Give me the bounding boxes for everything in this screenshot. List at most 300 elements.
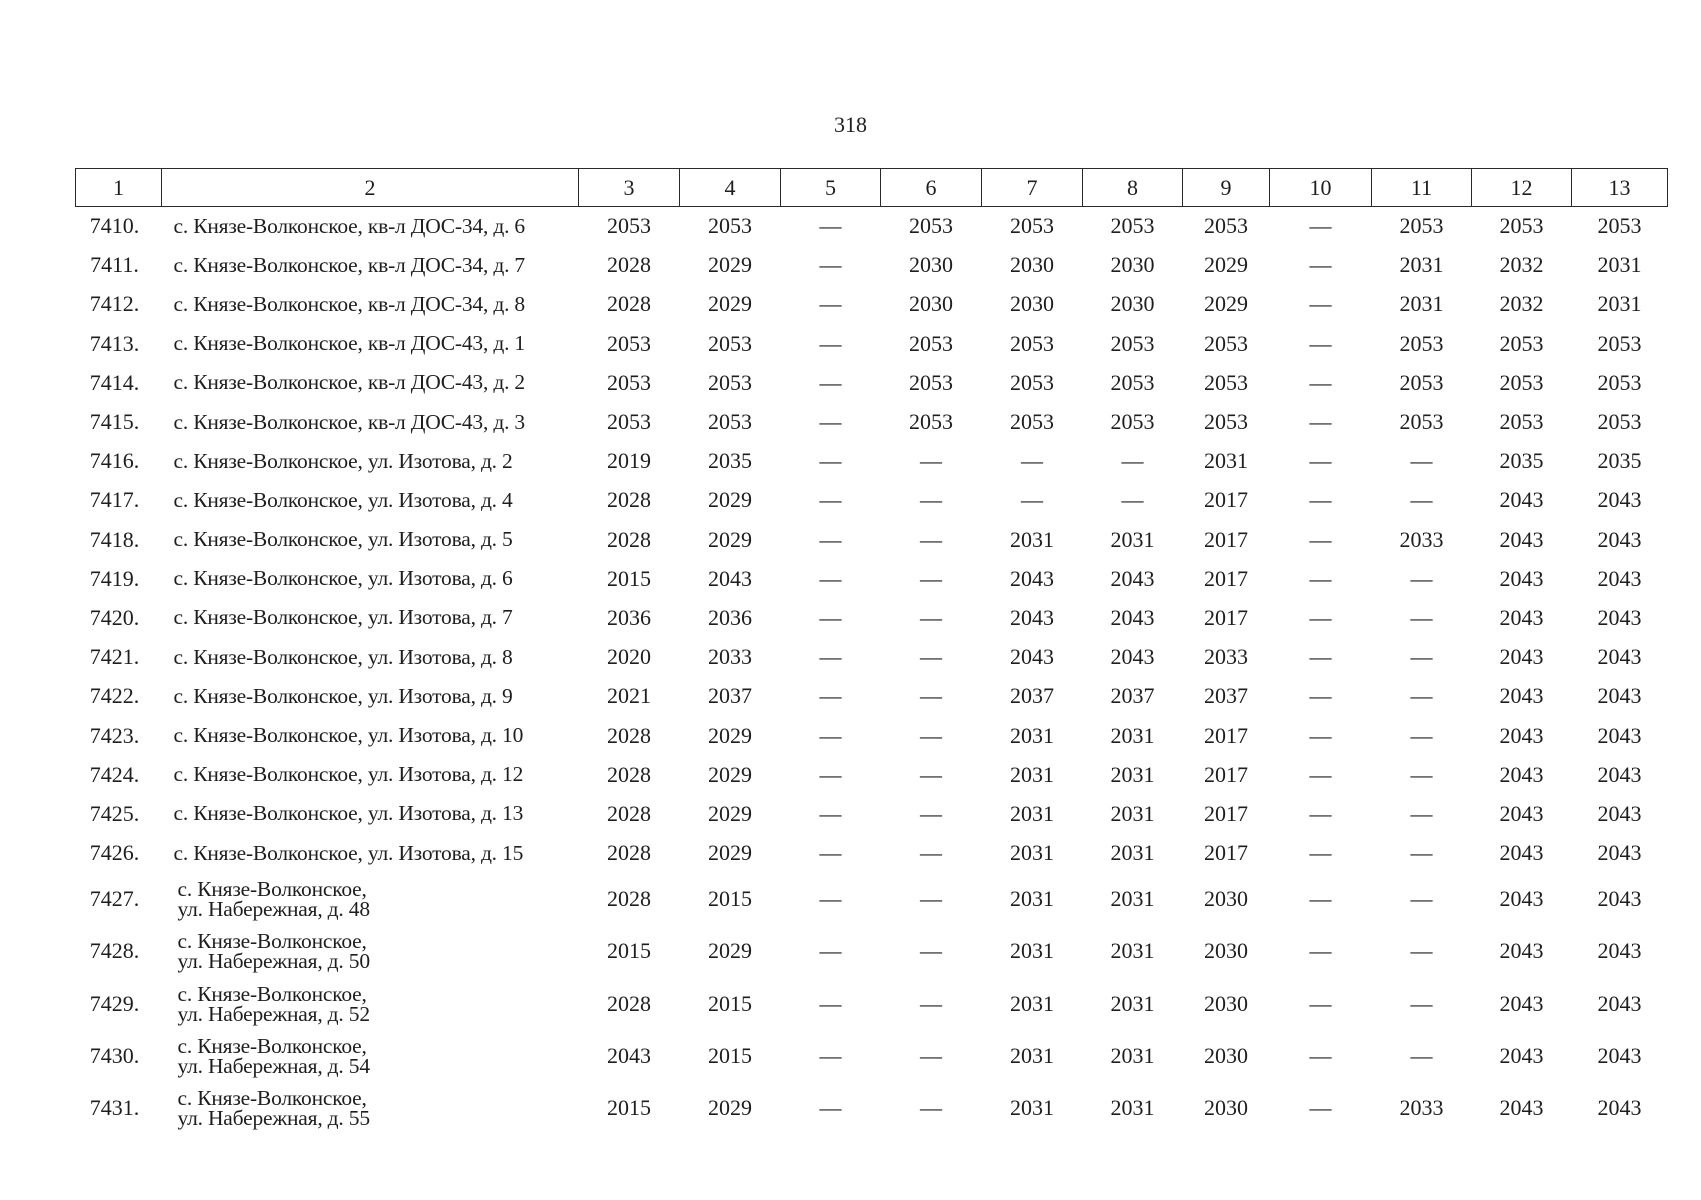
value-cell-col-11: 2053	[1399, 369, 1444, 395]
column-header-7: 7	[982, 169, 1083, 207]
address-line-2: ул. Набережная, д. 48	[177, 896, 370, 921]
value-cell-col-6: —	[920, 526, 942, 552]
row-number: 7419.	[89, 565, 140, 591]
value-cell-col-7: 2031	[1010, 1043, 1054, 1069]
value-cell-col-5: —	[819, 644, 842, 670]
address-line-2: ул. Набережная, д. 50	[177, 949, 370, 974]
table-row	[76, 834, 1668, 873]
value-cell-col-3: 2053	[607, 409, 651, 435]
page-number: 318	[834, 112, 867, 137]
value-cell-col-5: —	[819, 683, 842, 709]
value-cell-col-6: —	[920, 1095, 942, 1121]
value-cell-col-7: 2031	[1010, 938, 1054, 964]
value-cell-col-12: 2053	[1499, 369, 1544, 395]
address-line-1: с. Князе-Волконское, кв-л ДОС-43, д. 3	[173, 409, 525, 434]
value-cell-col-4: 2035	[708, 448, 752, 474]
value-cell-col-5: —	[819, 1043, 842, 1069]
row-number: 7420.	[89, 604, 140, 630]
address-cell	[162, 716, 579, 755]
value-cell-col-6: —	[920, 1043, 942, 1069]
value-cell-col-3: 2028	[607, 291, 651, 317]
value-cell-col-10: —	[1309, 487, 1332, 513]
value-cell-col-7: 2043	[1010, 565, 1054, 591]
value-cell-col-4: 2036	[708, 604, 752, 630]
address-cell	[162, 285, 579, 324]
value-cell-col-5: —	[819, 291, 842, 317]
value-cell-col-3: 2028	[607, 840, 651, 866]
table-row	[76, 1030, 1668, 1082]
address-cell	[162, 207, 579, 246]
value-cell-col-13: 2031	[1597, 291, 1642, 317]
value-cell-col-12: 2053	[1499, 213, 1544, 239]
value-cell-col-9: 2030	[1204, 1095, 1248, 1121]
value-cell-col-5: —	[819, 369, 842, 395]
address-line-1: с. Князе-Волконское,	[177, 929, 367, 954]
value-cell-col-4: 2033	[708, 644, 752, 670]
address-cell	[162, 977, 579, 1029]
value-cell-col-4: 2053	[708, 409, 752, 435]
value-cell-col-6: 2053	[909, 330, 953, 356]
value-cell-col-8: 2043	[1110, 644, 1155, 670]
value-cell-col-13: 2053	[1597, 409, 1642, 435]
value-cell-col-3: 2036	[607, 604, 651, 630]
value-cell-col-8: 2043	[1110, 604, 1155, 630]
table-row	[76, 481, 1668, 520]
address-line-1: с. Князе-Волконское, кв-л ДОС-34, д. 7	[173, 252, 525, 277]
value-cell-col-12: 2043	[1499, 800, 1544, 826]
value-cell-col-8: 2053	[1110, 369, 1155, 395]
table-body	[76, 207, 1668, 1135]
table-row	[76, 363, 1668, 402]
value-cell-col-7: 2031	[1010, 526, 1054, 552]
value-cell-col-3: 2053	[607, 369, 651, 395]
value-cell-col-10: —	[1309, 409, 1332, 435]
value-cell-col-8: 2037	[1110, 683, 1155, 709]
value-cell-col-7: 2053	[1010, 369, 1054, 395]
address-cell	[162, 677, 579, 716]
value-cell-col-3: 2015	[607, 565, 651, 591]
table-row	[76, 755, 1668, 794]
value-cell-col-11: —	[1410, 761, 1433, 787]
column-header-10: 10	[1270, 169, 1372, 207]
row-number: 7410.	[89, 213, 140, 239]
value-cell-col-7: 2030	[1010, 252, 1054, 278]
value-cell-col-8: 2031	[1110, 885, 1155, 911]
value-cell-col-8: 2031	[1110, 722, 1155, 748]
value-cell-col-10: —	[1309, 604, 1332, 630]
value-cell-col-7: 2030	[1010, 291, 1054, 317]
column-header-13: 13	[1572, 169, 1668, 207]
value-cell-col-8: 2031	[1110, 840, 1155, 866]
value-cell-col-10: —	[1309, 448, 1332, 474]
value-cell-col-9: 2017	[1204, 565, 1248, 591]
value-cell-col-12: 2043	[1499, 565, 1544, 591]
address-cell	[162, 638, 579, 677]
row-number: 7411.	[90, 252, 139, 278]
value-cell-col-13: 2043	[1597, 800, 1642, 826]
value-cell-col-4: 2029	[708, 526, 752, 552]
value-cell-col-10: —	[1309, 213, 1332, 239]
value-cell-col-12: 2053	[1499, 330, 1544, 356]
table-header	[76, 169, 1668, 207]
value-cell-col-13: 2053	[1597, 330, 1642, 356]
value-cell-col-7: 2053	[1010, 330, 1054, 356]
address-line-1: с. Князе-Волконское, ул. Изотова, д. 8	[173, 644, 513, 669]
table-row	[76, 638, 1668, 677]
value-cell-col-6: —	[920, 761, 942, 787]
header-row	[76, 169, 1668, 207]
column-header-12: 12	[1472, 169, 1572, 207]
row-number: 7421.	[89, 644, 140, 670]
value-cell-col-9: 2017	[1204, 487, 1248, 513]
table-row	[76, 598, 1668, 637]
value-cell-col-11: —	[1410, 938, 1433, 964]
value-cell-col-9: 2030	[1204, 938, 1248, 964]
value-cell-col-3: 2043	[607, 1043, 651, 1069]
value-cell-col-7: 2031	[1010, 761, 1054, 787]
value-cell-col-9: 2017	[1204, 722, 1248, 748]
table-row	[76, 873, 1668, 925]
value-cell-col-9: 2017	[1204, 800, 1248, 826]
value-cell-col-7: 2031	[1010, 840, 1054, 866]
value-cell-col-3: 2028	[607, 885, 651, 911]
value-cell-col-10: —	[1309, 369, 1332, 395]
value-cell-col-10: —	[1309, 761, 1332, 787]
value-cell-col-6: —	[920, 644, 942, 670]
value-cell-col-3: 2028	[607, 761, 651, 787]
value-cell-col-11: 2031	[1399, 291, 1444, 317]
value-cell-col-9: 2033	[1204, 644, 1248, 670]
value-cell-col-9: 2053	[1204, 213, 1248, 239]
row-number: 7412.	[89, 291, 140, 317]
address-line-1: с. Князе-Волконское, кв-л ДОС-34, д. 6	[173, 213, 525, 238]
value-cell-col-7: —	[1021, 487, 1043, 513]
column-header-11: 11	[1372, 169, 1472, 207]
value-cell-col-7: 2043	[1010, 604, 1054, 630]
value-cell-col-6: —	[920, 990, 942, 1016]
address-cell	[162, 363, 579, 402]
address-line-1: с. Князе-Волконское,	[177, 1086, 367, 1111]
value-cell-col-4: 2037	[708, 683, 752, 709]
value-cell-col-10: —	[1309, 938, 1332, 964]
address-line-2: ул. Набережная, д. 55	[177, 1106, 370, 1131]
value-cell-col-5: —	[819, 938, 842, 964]
address-line-1: с. Князе-Волконское, ул. Изотова, д. 13	[173, 801, 524, 826]
value-cell-col-8: 2053	[1110, 330, 1155, 356]
value-cell-col-6: —	[920, 800, 942, 826]
value-cell-col-4: 2029	[708, 840, 752, 866]
value-cell-col-8: 2053	[1110, 213, 1155, 239]
address-cell	[162, 559, 579, 598]
value-cell-col-3: 2015	[607, 938, 651, 964]
value-cell-col-10: —	[1309, 800, 1332, 826]
value-cell-col-11: —	[1410, 644, 1433, 670]
value-cell-col-8: 2031	[1110, 761, 1155, 787]
value-cell-col-13: 2053	[1597, 213, 1642, 239]
value-cell-col-11: —	[1410, 885, 1433, 911]
value-cell-col-9: 2053	[1204, 369, 1248, 395]
column-header-4: 4	[680, 169, 781, 207]
address-cell	[162, 481, 579, 520]
value-cell-col-10: —	[1309, 1043, 1332, 1069]
value-cell-col-11: 2053	[1399, 330, 1444, 356]
value-cell-col-5: —	[819, 213, 842, 239]
value-cell-col-5: —	[819, 252, 842, 278]
value-cell-col-12: 2032	[1499, 291, 1544, 317]
value-cell-col-11: —	[1410, 1043, 1433, 1069]
address-line-1: с. Князе-Волконское, ул. Изотова, д. 15	[173, 840, 524, 865]
address-line-1: с. Князе-Волконское, кв-л ДОС-43, д. 1	[173, 331, 525, 356]
value-cell-col-6: 2053	[909, 409, 953, 435]
value-cell-col-5: —	[819, 761, 842, 787]
value-cell-col-13: 2053	[1597, 369, 1642, 395]
row-number: 7415.	[89, 409, 140, 435]
value-cell-col-9: 2017	[1204, 840, 1248, 866]
value-cell-col-7: —	[1021, 448, 1043, 474]
value-cell-col-13: 2043	[1597, 840, 1642, 866]
table-row	[76, 520, 1668, 559]
value-cell-col-5: —	[819, 604, 842, 630]
value-cell-col-9: 2029	[1204, 252, 1248, 278]
value-cell-col-11: 2033	[1399, 526, 1444, 552]
value-cell-col-13: 2043	[1597, 487, 1642, 513]
value-cell-col-7: 2053	[1010, 409, 1054, 435]
address-cell	[162, 755, 579, 794]
value-cell-col-3: 2028	[607, 487, 651, 513]
address-cell	[162, 1030, 579, 1082]
table-row	[76, 794, 1668, 833]
address-cell	[162, 598, 579, 637]
value-cell-col-13: 2043	[1597, 990, 1642, 1016]
value-cell-col-5: —	[819, 565, 842, 591]
value-cell-col-10: —	[1309, 291, 1332, 317]
value-cell-col-5: —	[819, 448, 842, 474]
value-cell-col-10: —	[1309, 722, 1332, 748]
value-cell-col-6: —	[920, 840, 942, 866]
table-row	[76, 285, 1668, 324]
value-cell-col-4: 2043	[708, 565, 752, 591]
row-number: 7414.	[89, 369, 140, 395]
value-cell-col-11: —	[1410, 840, 1433, 866]
value-cell-col-6: —	[920, 938, 942, 964]
address-cell	[162, 925, 579, 977]
value-cell-col-10: —	[1309, 683, 1332, 709]
address-line-1: с. Князе-Волконское,	[177, 876, 367, 901]
value-cell-col-12: 2043	[1499, 885, 1544, 911]
value-cell-col-5: —	[819, 722, 842, 748]
value-cell-col-3: 2028	[607, 722, 651, 748]
value-cell-col-7: 2031	[1010, 990, 1054, 1016]
address-cell	[162, 794, 579, 833]
value-cell-col-8: 2030	[1110, 252, 1155, 278]
value-cell-col-8: 2053	[1110, 409, 1155, 435]
value-cell-col-8: 2031	[1110, 938, 1155, 964]
address-line-1: с. Князе-Волконское, ул. Изотова, д. 12	[173, 762, 524, 787]
value-cell-col-8: 2031	[1110, 1043, 1155, 1069]
address-line-1: с. Князе-Волконское, ул. Изотова, д. 4	[173, 487, 513, 512]
value-cell-col-8: 2031	[1110, 990, 1155, 1016]
value-cell-col-9: 2030	[1204, 1043, 1248, 1069]
address-cell	[162, 442, 579, 481]
value-cell-col-3: 2053	[607, 213, 651, 239]
address-line-2: ул. Набережная, д. 54	[177, 1054, 370, 1079]
value-cell-col-12: 2032	[1499, 252, 1544, 278]
value-cell-col-6: —	[920, 487, 942, 513]
table-row	[76, 442, 1668, 481]
value-cell-col-4: 2015	[708, 885, 752, 911]
value-cell-col-4: 2029	[708, 291, 752, 317]
address-cell	[162, 402, 579, 441]
table-row	[76, 559, 1668, 598]
value-cell-col-3: 2028	[607, 990, 651, 1016]
value-cell-col-13: 2043	[1597, 604, 1642, 630]
value-cell-col-6: —	[920, 448, 942, 474]
row-number: 7416.	[89, 448, 140, 474]
value-cell-col-10: —	[1309, 840, 1332, 866]
address-line-1: с. Князе-Волконское, кв-л ДОС-43, д. 2	[173, 370, 525, 395]
row-number: 7424.	[89, 761, 140, 787]
address-cell	[162, 873, 579, 925]
value-cell-col-5: —	[819, 1095, 842, 1121]
value-cell-col-11: 2031	[1399, 252, 1444, 278]
value-cell-col-6: 2053	[909, 369, 953, 395]
value-cell-col-9: 2017	[1204, 604, 1248, 630]
column-header-5: 5	[781, 169, 881, 207]
value-cell-col-6: —	[920, 604, 942, 630]
value-cell-col-3: 2019	[607, 448, 651, 474]
value-cell-col-6: —	[920, 722, 942, 748]
value-cell-col-3: 2028	[607, 252, 651, 278]
value-cell-col-6: 2030	[909, 291, 953, 317]
value-cell-col-13: 2043	[1597, 683, 1642, 709]
value-cell-col-11: 2033	[1399, 1095, 1444, 1121]
row-number: 7431.	[89, 1095, 140, 1121]
table-row	[76, 207, 1668, 246]
value-cell-col-13: 2035	[1597, 448, 1642, 474]
value-cell-col-12: 2043	[1499, 761, 1544, 787]
value-cell-col-5: —	[819, 487, 842, 513]
value-cell-col-7: 2037	[1010, 683, 1054, 709]
value-cell-col-5: —	[819, 885, 842, 911]
row-number: 7423.	[89, 722, 140, 748]
row-number: 7418.	[89, 526, 140, 552]
value-cell-col-4: 2029	[708, 1095, 752, 1121]
value-cell-col-5: —	[819, 800, 842, 826]
value-cell-col-11: —	[1410, 990, 1433, 1016]
value-cell-col-8: 2031	[1110, 1095, 1155, 1121]
column-header-8: 8	[1083, 169, 1183, 207]
value-cell-col-9: 2053	[1204, 330, 1248, 356]
value-cell-col-11: 2053	[1399, 213, 1444, 239]
value-cell-col-12: 2043	[1499, 840, 1544, 866]
value-cell-col-10: —	[1309, 565, 1332, 591]
schedule-table	[75, 168, 1668, 1135]
value-cell-col-4: 2029	[708, 722, 752, 748]
address-line-1: с. Князе-Волконское, ул. Изотова, д. 10	[173, 723, 524, 748]
value-cell-col-12: 2053	[1499, 409, 1544, 435]
value-cell-col-13: 2043	[1597, 1095, 1642, 1121]
value-cell-col-13: 2043	[1597, 722, 1642, 748]
value-cell-col-9: 2017	[1204, 526, 1248, 552]
value-cell-col-5: —	[819, 526, 842, 552]
value-cell-col-11: —	[1410, 683, 1433, 709]
address-line-1: с. Князе-Волконское, ул. Изотова, д. 2	[173, 448, 513, 473]
value-cell-col-13: 2043	[1597, 938, 1642, 964]
column-header-3: 3	[579, 169, 680, 207]
table-row	[76, 246, 1668, 285]
address-line-1: с. Князе-Волконское,	[177, 1034, 367, 1059]
value-cell-col-8: 2031	[1110, 800, 1155, 826]
row-number: 7428.	[89, 938, 140, 964]
value-cell-col-12: 2043	[1499, 938, 1544, 964]
value-cell-col-12: 2043	[1499, 487, 1544, 513]
address-cell	[162, 1082, 579, 1134]
value-cell-col-8: 2031	[1110, 526, 1155, 552]
value-cell-col-11: —	[1410, 487, 1433, 513]
value-cell-col-10: —	[1309, 330, 1332, 356]
value-cell-col-12: 2043	[1499, 683, 1544, 709]
table-row	[76, 925, 1668, 977]
value-cell-col-4: 2029	[708, 761, 752, 787]
value-cell-col-4: 2053	[708, 330, 752, 356]
address-line-1: с. Князе-Волконское, кв-л ДОС-34, д. 8	[173, 291, 525, 316]
value-cell-col-12: 2043	[1499, 1095, 1544, 1121]
row-number: 7429.	[89, 990, 140, 1016]
value-cell-col-6: 2053	[909, 213, 953, 239]
value-cell-col-12: 2043	[1499, 526, 1544, 552]
table-row	[76, 1082, 1668, 1134]
row-number: 7422.	[89, 683, 140, 709]
value-cell-col-12: 2043	[1499, 1043, 1544, 1069]
value-cell-col-9: 2030	[1204, 990, 1248, 1016]
address-line-1: с. Князе-Волконское, ул. Изотова, д. 6	[173, 566, 513, 591]
value-cell-col-10: —	[1309, 885, 1332, 911]
value-cell-col-7: 2031	[1010, 1095, 1054, 1121]
table-row	[76, 677, 1668, 716]
address-cell	[162, 324, 579, 363]
value-cell-col-12: 2043	[1499, 990, 1544, 1016]
address-cell	[162, 834, 579, 873]
value-cell-col-10: —	[1309, 252, 1332, 278]
value-cell-col-11: —	[1410, 448, 1433, 474]
value-cell-col-4: 2029	[708, 487, 752, 513]
value-cell-col-9: 2030	[1204, 885, 1248, 911]
address-cell	[162, 246, 579, 285]
value-cell-col-11: 2053	[1399, 409, 1444, 435]
value-cell-col-10: —	[1309, 990, 1332, 1016]
value-cell-col-11: —	[1410, 565, 1433, 591]
row-number: 7413.	[89, 330, 140, 356]
value-cell-col-8: —	[1121, 487, 1144, 513]
row-number: 7430.	[89, 1043, 140, 1069]
value-cell-col-11: —	[1410, 800, 1433, 826]
value-cell-col-6: 2030	[909, 252, 953, 278]
value-cell-col-13: 2043	[1597, 526, 1642, 552]
value-cell-col-9: 2053	[1204, 409, 1248, 435]
address-line-1: с. Князе-Волконское, ул. Изотова, д. 7	[173, 605, 513, 630]
value-cell-col-6: —	[920, 565, 942, 591]
value-cell-col-13: 2043	[1597, 885, 1642, 911]
value-cell-col-12: 2043	[1499, 644, 1544, 670]
value-cell-col-3: 2053	[607, 330, 651, 356]
value-cell-col-10: —	[1309, 526, 1332, 552]
value-cell-col-11: —	[1410, 722, 1433, 748]
value-cell-col-4: 2029	[708, 938, 752, 964]
value-cell-col-4: 2029	[708, 800, 752, 826]
value-cell-col-3: 2028	[607, 526, 651, 552]
value-cell-col-13: 2043	[1597, 644, 1642, 670]
value-cell-col-6: —	[920, 683, 942, 709]
